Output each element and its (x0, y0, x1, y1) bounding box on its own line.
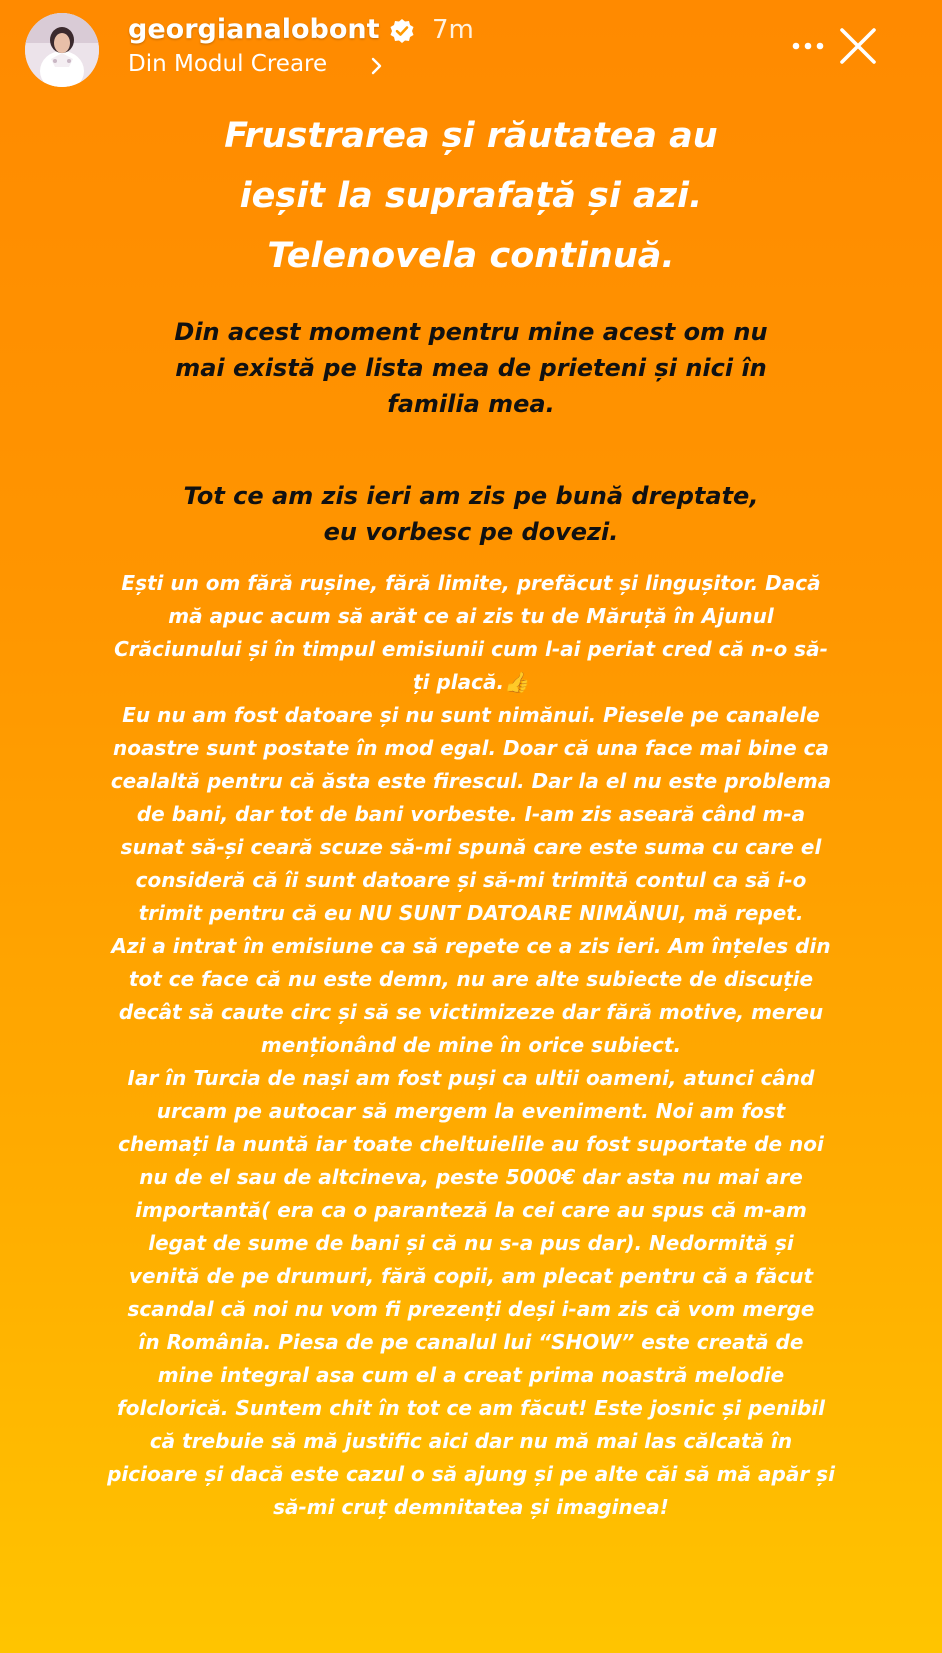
body-line: ți placă.👍 (413, 670, 529, 694)
close-icon[interactable] (836, 24, 880, 68)
body-line: că trebuie să mă justific aici dar nu mă mai las călcată în (149, 1429, 793, 1453)
body-line: de bani, dar tot de bani vorbeste. I-am zis aseară când m-a (136, 802, 806, 826)
body-line: consideră că îi sunt datoare și să-mi trimită contul ca să i-o (135, 868, 807, 892)
body-line: în România. Piesa de pe canalul lui “SHOW” este creată de (138, 1330, 804, 1354)
avatar[interactable] (25, 13, 99, 87)
body-line: noastre sunt postate în mod egal. Doar că una face mai bine ca (113, 736, 829, 760)
chevron-right-icon[interactable] (370, 54, 384, 78)
body-line: nu de el sau de altcineva, peste 5000€ dar asta nu mai are (139, 1165, 803, 1189)
body-line: legat de sume de bani și că nu s-a pus dar). Nedormită și (148, 1231, 794, 1255)
body-line: cealaltă pentru că ăsta este firescul. Dar la el nu este problema (110, 769, 832, 793)
post-time: 7m (432, 15, 474, 45)
body-line: Ești un om fără rușine, fără limite, prefăcut și lingușitor. Dacă (121, 571, 821, 595)
statement-line: Din acest moment pentru mine acest om nu (174, 318, 768, 346)
body-line: să-mi cruț demnitatea și imaginea! (273, 1495, 669, 1519)
story-headline (0, 106, 942, 286)
headline-line: Frustrarea și răutatea au (224, 116, 718, 156)
body-line: Eu nu am fost datoare și nu sunt nimănui. Piesele pe canalele (122, 703, 820, 727)
body-line: scandal că noi nu vom fi prezenți deși i-am zis că vom merge (127, 1297, 815, 1321)
body-line: urcam pe autocar să mergem la eveniment. Noi am fost (156, 1099, 786, 1123)
body-line: folclorică. Suntem chit în tot ce am făcut! Este josnic și penibil (117, 1396, 825, 1420)
body-line: decât să caute circ și să se victimizeze dar fără motive, mereu (118, 1000, 824, 1024)
story-header (0, 0, 942, 100)
statement-block-2 (0, 478, 942, 550)
headline-line: ieșit la suprafață și azi. (239, 176, 703, 216)
body-line: Crăciunului și în timpul emisiunii cum l-ai periat cred că n-o să- (114, 637, 828, 661)
statement-line: Tot ce am zis ieri am zis pe bună dreptate, (183, 482, 759, 510)
statement-line: eu vorbesc pe dovezi. (323, 518, 619, 546)
story-body-text (40, 567, 902, 1524)
body-line: mă apuc acum să arăt ce ai zis tu de Măruță în Ajunul (168, 604, 774, 628)
body-line: Iar în Turcia de nași am fost puși ca ultii oameni, atunci când (127, 1066, 815, 1090)
avatar-photo (25, 13, 99, 87)
more-options-icon[interactable] (790, 33, 826, 59)
creation-mode-label[interactable]: Din Modul Creare (128, 51, 328, 77)
body-line: importantă( era ca o paranteză la cei care au spus că m-am (135, 1198, 807, 1222)
headline-line: Telenovela continuă. (267, 236, 675, 276)
body-line: Azi a intrat în emisiune ca să repete ce a zis ieri. Am înțeles din (111, 934, 831, 958)
body-line: trimit pentru că eu NU SUNT DATOARE NIMĂNUI, mă repet. (138, 901, 804, 925)
body-line: venită de pe drumuri, fără copii, am plecat pentru că a făcut (128, 1264, 814, 1288)
body-line: menționând de mine în orice subiect. (260, 1033, 682, 1057)
body-line: chemați la nuntă iar toate cheltuielile au fost suportate de noi (118, 1132, 824, 1156)
verified-badge-icon (389, 18, 415, 44)
body-line: tot ce face că nu este demn, nu are alte subiecte de discuție (128, 967, 814, 991)
username[interactable]: georgianalobont (128, 14, 380, 45)
body-line: picioare și dacă este cazul o să ajung și pe alte căi să mă apăr și (107, 1462, 835, 1486)
statement-block-1 (0, 314, 942, 422)
body-line: sunat să-și ceară scuze să-mi spună care este suma cu care el (120, 835, 822, 859)
body-line: mine integral asa cum el a creat prima noastră melodie (157, 1363, 785, 1387)
statement-line: mai există pe lista mea de prieteni și nici în (175, 354, 767, 382)
statement-line: familia mea. (387, 390, 555, 418)
